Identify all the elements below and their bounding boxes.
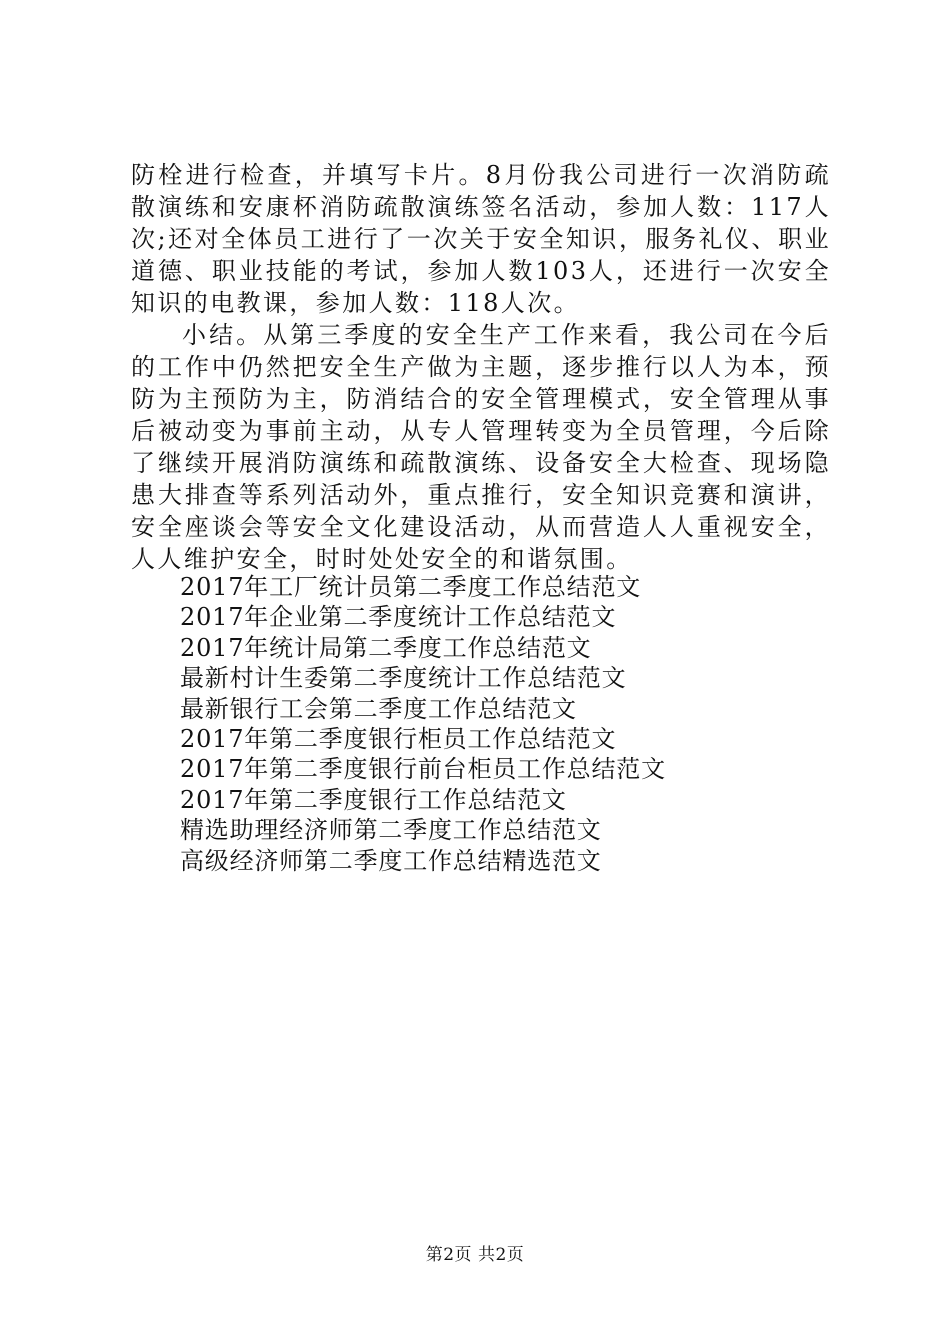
paragraph-continuation: 防栓进行检查，并填写卡片。8月份我公司进行一次消防疏散演练和安康杯消防疏散演练签名活动，参加人数：117人次;还对全体员工进行了一次关于安全知识，服务礼仪、职业道德、职业技能的考试，参加人数103人，还进行一次安全知识的电教课，参加人数：118人次。 — [131, 161, 831, 317]
related-articles-list — [180, 572, 840, 876]
related-article-link[interactable]: 精选助理经济师第二季度工作总结范文 — [180, 816, 602, 845]
related-article-link[interactable]: 高级经济师第二季度工作总结精选范文 — [180, 846, 602, 875]
page-number-footer: 第2页 共2页 — [425, 1245, 525, 1265]
related-article-link[interactable]: 最新村计生委第二季度统计工作总结范文 — [180, 664, 627, 693]
related-article-link[interactable]: 2017年第二季度银行前台柜员工作总结范文 — [180, 755, 666, 784]
document-body — [131, 159, 831, 575]
related-article-link[interactable]: 最新银行工会第二季度工作总结范文 — [180, 694, 577, 723]
paragraph-summary: 小结。从第三季度的安全生产工作来看，我公司在今后的工作中仍然把安全生产做为主题，逐步推行以人为本，预防为主预防为主，防消结合的安全管理模式，安全管理从事后被动变为事前主动，从专人管理转变为全员管理，今后除了继续开展消防演练和疏散演练、设备安全大检查、现场隐患大排查等系列活动外，重点推行，安全知识竞赛和演讲，安全座谈会等安全文化建设活动，从而营造人人重视安全，人人维护安全，时时处处安全的和谐氛围。 — [131, 321, 831, 573]
related-article-link[interactable]: 2017年企业第二季度统计工作总结范文 — [180, 603, 617, 632]
related-article-link[interactable]: 2017年第二季度银行柜员工作总结范文 — [180, 725, 617, 754]
related-article-link[interactable]: 2017年统计局第二季度工作总结范文 — [180, 633, 592, 662]
related-article-link[interactable]: 2017年第二季度银行工作总结范文 — [180, 785, 567, 814]
related-article-link[interactable]: 2017年工厂统计员第二季度工作总结范文 — [180, 573, 642, 601]
